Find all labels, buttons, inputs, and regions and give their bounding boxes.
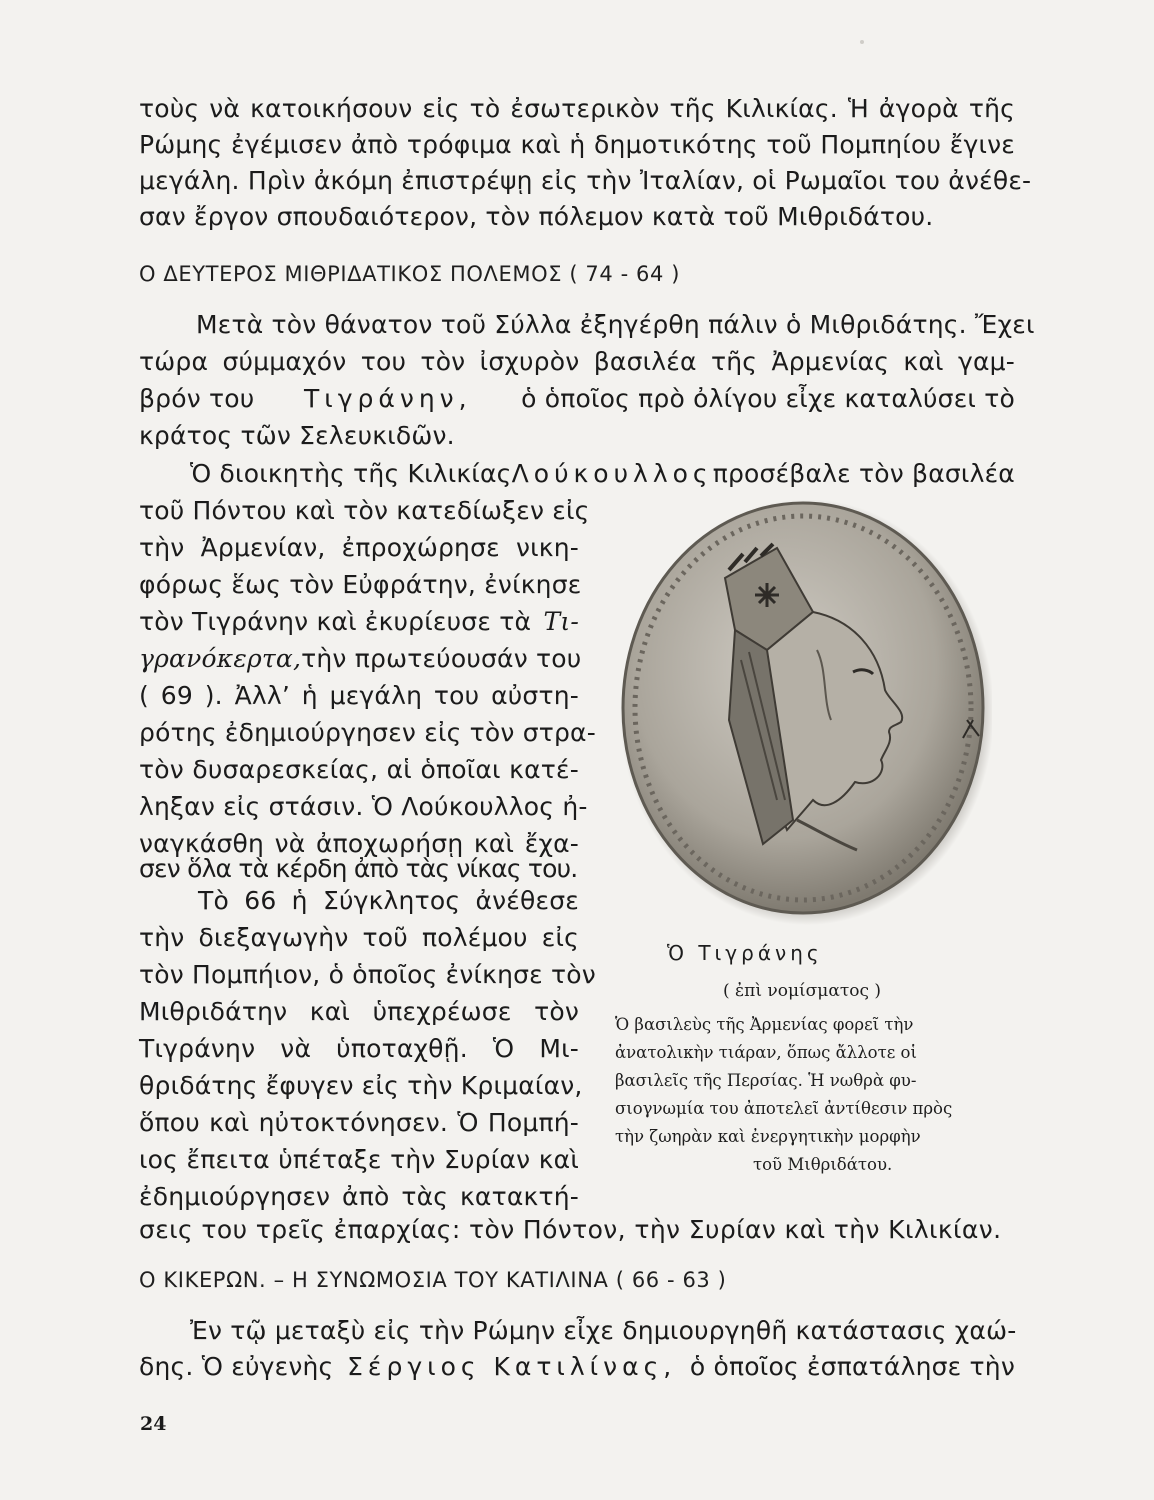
caption-line: τὴν ζωηρὰν καὶ ἐνεργητικὴν μορφὴν (615, 1127, 921, 1146)
text-line (139, 382, 1015, 416)
text-fragment: τὴν πρωτεύουσάν του (301, 644, 582, 673)
text-line (139, 642, 582, 676)
tigranes-coin-image (617, 500, 992, 930)
text-line: τοὺς νὰ κατοικήσουν εἰς τὸ ἐσωτερικὸν τῆς Κιλικίας. Ἡ ἀγορὰ τῆς (139, 94, 1015, 123)
text-line: τὸν δυσαρεσκείας, αἱ ὁποῖαι κατέ- (139, 755, 579, 784)
text-line: ρότης ἐδημιούργησεν εἰς τὸν στρα- (139, 718, 596, 747)
text-fragment: τὸν Τιγράνην καὶ ἐκυρίευσε τὰ (139, 607, 532, 636)
text-line: ιος ἔπειτα ὑπέταξε τὴν Συρίαν καὶ (139, 1145, 579, 1174)
text-fragment: ὁ ὁποῖος πρὸ ὀλίγου εἶχε καταλύσει τὸ (521, 384, 1015, 413)
place-name-italic: γρανόκερτα, (139, 644, 302, 673)
figure-title: Ὁ Τιγράνης (667, 941, 823, 965)
text-line: Ἐν τῷ μεταξὺ εἰς τὴν Ρώμην εἶχε δημιουργηθῆ κατάστασις χαώ- (190, 1316, 1017, 1345)
text-line: κράτος τῶν Σελευκιδῶν. (139, 421, 455, 450)
text-line: φόρως ἕως τὸν Εὐφράτην, ἐνίκησε (139, 570, 582, 599)
person-name: Σέργιος Κατιλίνας, (347, 1352, 677, 1381)
text-line: Μετὰ τὸν θάνατον τοῦ Σύλλα ἐξηγέρθη πάλιν ὁ Μιθριδάτης. Ἔχει (196, 310, 1035, 339)
text-line: σεν ὅλα τὰ κέρδη ἀπὸ τὰς νίκας του. (139, 854, 578, 883)
text-line: Τιγράνην νὰ ὑποταχθῇ. Ὁ Μι- (139, 1034, 579, 1063)
figure-subtitle: ( ἐπὶ νομίσματος ) (723, 981, 882, 1001)
text-line: τὴν Ἀρμενίαν, ἐπροχώρησε νικη- (139, 533, 579, 562)
person-name: Τιγράνην, (303, 384, 472, 413)
text-fragment: ὁ ὁποῖος ἐσπατάλησε τὴν (689, 1352, 1015, 1381)
text-line: ληξαν εἰς στάσιν. Ὁ Λούκουλλος ἠ- (139, 792, 588, 821)
caption-line: βασιλεῖς τῆς Περσίας. Ἡ νωθρὰ φυ- (615, 1071, 917, 1090)
text-line (139, 1350, 1015, 1384)
text-line: ὅπου καὶ ηὐτοκτόνησεν. Ὁ Πομπή- (139, 1108, 579, 1137)
section-heading: Ο ΔΕΥΤΕΡΟΣ ΜΙΘΡΙΔΑΤΙΚΟΣ ΠΟΛΕΜΟΣ ( 74 - 64 ) (139, 262, 681, 286)
text-fragment: προσέβαλε τὸν βασιλέα (712, 459, 1015, 488)
text-line: Μιθριδάτην καὶ ὑπεχρέωσε τὸν (139, 997, 579, 1026)
text-line: σαν ἔργον σπουδαιότερον, τὸν πόλεμον κατὰ τοῦ Μιθριδάτου. (139, 202, 934, 231)
caption-line: Ὁ βασιλεὺς τῆς Ἀρμενίας φορεῖ τὴν (615, 1015, 914, 1034)
text-fragment: βρόν του (139, 384, 255, 413)
text-line: ( 69 ). Ἀλλ’ ἡ μεγάλη του αὐστη- (139, 681, 579, 710)
caption-line: ἀνατολικὴν τιάραν, ὅπως ἄλλοτε οἱ (615, 1043, 917, 1062)
text-line: σεις του τρεῖς ἐπαρχίας: τὸν Πόντον, τὴν Συρίαν καὶ τὴν Κιλικίαν. (139, 1215, 1002, 1244)
section-heading: Ο ΚΙΚΕΡΩΝ. – Η ΣΥΝΩΜΟΣΙΑ ΤΟΥ ΚΑΤΙΛΙΝΑ ( 66 - 63 ) (139, 1268, 727, 1292)
text-line: τὸν Πομπήιον, ὁ ὁποῖος ἐνίκησε τὸν (139, 960, 596, 989)
text-line: τὴν διεξαγωγὴν τοῦ πολέμου εἰς (139, 923, 579, 952)
text-line: Τὸ 66 ἡ Σύγκλητος ἀνέθεσε (198, 886, 579, 915)
text-fragment: δης. Ὁ εὐγενὴς (139, 1352, 334, 1381)
text-line: ναγκάσθη νὰ ἀποχωρήσῃ καὶ ἔχα- (139, 829, 579, 858)
text-line (139, 605, 579, 639)
text-fragment: Ὁ διοικητὴς τῆς Κιλικίας (190, 459, 512, 488)
caption-line: τοῦ Μιθριδάτου. (753, 1155, 893, 1174)
print-speck (860, 40, 864, 44)
text-line: θριδάτης ἔφυγεν εἰς τὴν Κριμαίαν, (139, 1071, 583, 1100)
text-line: Ρώμης ἐγέμισεν ἀπὸ τρόφιμα καὶ ἡ δημοτικότης τοῦ Πομπηίου ἔγινε (139, 130, 1015, 159)
text-line: μεγάλη. Πρὶν ἀκόμη ἐπιστρέψῃ εἰς τὴν Ἰταλίαν, οἱ Ρωμαῖοι του ἀνέθε- (139, 166, 1032, 195)
text-line: τώρα σύμμαχόν του τὸν ἰσχυρὸν βασιλέα τῆς Ἀρμενίας καὶ γαμ- (139, 347, 1015, 376)
caption-line: σιογνωμία του ἀποτελεῖ ἀντίθεσιν πρὸς (615, 1099, 953, 1118)
place-name-italic: Τι- (543, 607, 579, 636)
text-line (190, 457, 1015, 491)
person-name: Λούκουλλος (511, 459, 713, 488)
text-line: ἐδημιούργησεν ἀπὸ τὰς κατακτή- (139, 1182, 579, 1211)
page-number: 24 (140, 1413, 167, 1435)
text-line: τοῦ Πόντου καὶ τὸν κατεδίωξεν εἰς (139, 496, 590, 525)
